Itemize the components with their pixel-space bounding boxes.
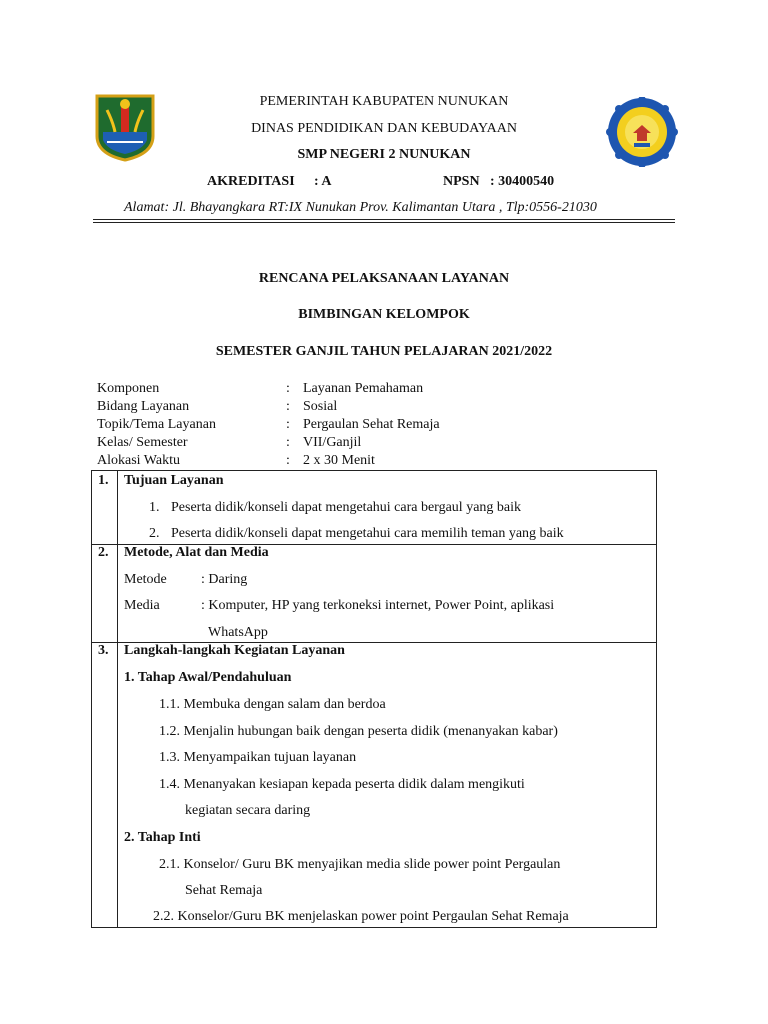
- section-number: 2.: [98, 545, 109, 560]
- school-address: Alamat: Jl. Bhayangkara RT:IX Nunukan Prov. Kalimantan Utara , Tlp:0556-21030: [124, 200, 597, 215]
- info-sep: :: [286, 435, 290, 450]
- step-item: 1.4. Menanyakan kesiapan kepada peserta didik dalam mengikuti: [159, 777, 525, 792]
- step-item: 2.1. Konselor/ Guru BK menyajikan media slide power point Pergaulan: [159, 857, 561, 872]
- section-number: 3.: [98, 643, 109, 658]
- activity-table: [91, 470, 657, 928]
- list-item-number: 2.: [149, 526, 160, 541]
- section-title: Langkah-langkah Kegiatan Layanan: [124, 643, 345, 658]
- info-label: Topik/Tema Layanan: [97, 417, 216, 432]
- step-item-continued: kegiatan secara daring: [185, 803, 311, 818]
- info-value: VII/Ganjil: [303, 435, 362, 450]
- school-name: SMP NEGERI 2 NUNUKAN: [297, 147, 471, 162]
- header-divider-bottom: [93, 222, 675, 223]
- list-item: Peserta didik/konseli dapat mengetahui cara bergaul yang baik: [171, 500, 522, 515]
- stage-heading: 2. Tahap Inti: [124, 830, 201, 845]
- info-sep: :: [286, 417, 290, 432]
- info-label: Kelas/ Semester: [97, 435, 188, 450]
- info-sep: :: [286, 381, 290, 396]
- npsn-value: : 30400540: [490, 174, 555, 189]
- media-value: : Komputer, HP yang terkoneksi internet, Power Point, aplikasi: [201, 598, 555, 613]
- metode-label: Metode: [124, 572, 167, 587]
- document-title: RENCANA PELAKSANAAN LAYANAN: [258, 271, 510, 286]
- info-sep: :: [286, 453, 290, 468]
- akreditasi-label: AKREDITASI: [207, 174, 295, 189]
- semester-title: SEMESTER GANJIL TAHUN PELAJARAN 2021/2022: [215, 344, 553, 359]
- metode-value: : Daring: [201, 572, 248, 587]
- info-label: Bidang Layanan: [97, 399, 190, 414]
- list-item: Peserta didik/konseli dapat mengetahui cara memilih teman yang baik: [171, 526, 564, 541]
- section-title: Tujuan Layanan: [124, 473, 224, 488]
- list-item-number: 1.: [149, 500, 160, 515]
- document-subtitle: BIMBINGAN KELOMPOK: [298, 307, 470, 322]
- section-title: Metode, Alat dan Media: [124, 545, 269, 560]
- stage-heading: 1. Tahap Awal/Pendahuluan: [124, 670, 292, 685]
- header-line-2: DINAS PENDIDIKAN DAN KEBUDAYAAN: [251, 121, 517, 136]
- media-label: Media: [124, 598, 160, 613]
- npsn-label: NPSN: [443, 174, 480, 189]
- header-divider-top: [93, 219, 675, 220]
- info-value: Pergaulan Sehat Remaja: [303, 417, 440, 432]
- table-column-divider: [117, 471, 118, 927]
- media-value-continued: WhatsApp: [208, 625, 268, 640]
- step-item-continued: Sehat Remaja: [185, 883, 263, 898]
- info-label: Komponen: [97, 381, 160, 396]
- step-item: 1.3. Menyampaikan tujuan layanan: [159, 750, 357, 765]
- step-item: 1.1. Membuka dengan salam dan berdoa: [159, 697, 386, 712]
- info-value: Sosial: [303, 399, 338, 414]
- section-number: 1.: [98, 473, 109, 488]
- info-value: 2 x 30 Menit: [303, 453, 375, 468]
- step-item: 2.2. Konselor/Guru BK menjelaskan power point Pergaulan Sehat Remaja: [153, 909, 569, 924]
- info-label: Alokasi Waktu: [97, 453, 180, 468]
- step-item: 1.2. Menjalin hubungan baik dengan peserta didik (menanyakan kabar): [159, 724, 558, 739]
- info-sep: :: [286, 399, 290, 414]
- info-value: Layanan Pemahaman: [303, 381, 424, 396]
- header-line-1: PEMERINTAH KABUPATEN NUNUKAN: [259, 94, 509, 109]
- akreditasi-value: : A: [314, 174, 332, 189]
